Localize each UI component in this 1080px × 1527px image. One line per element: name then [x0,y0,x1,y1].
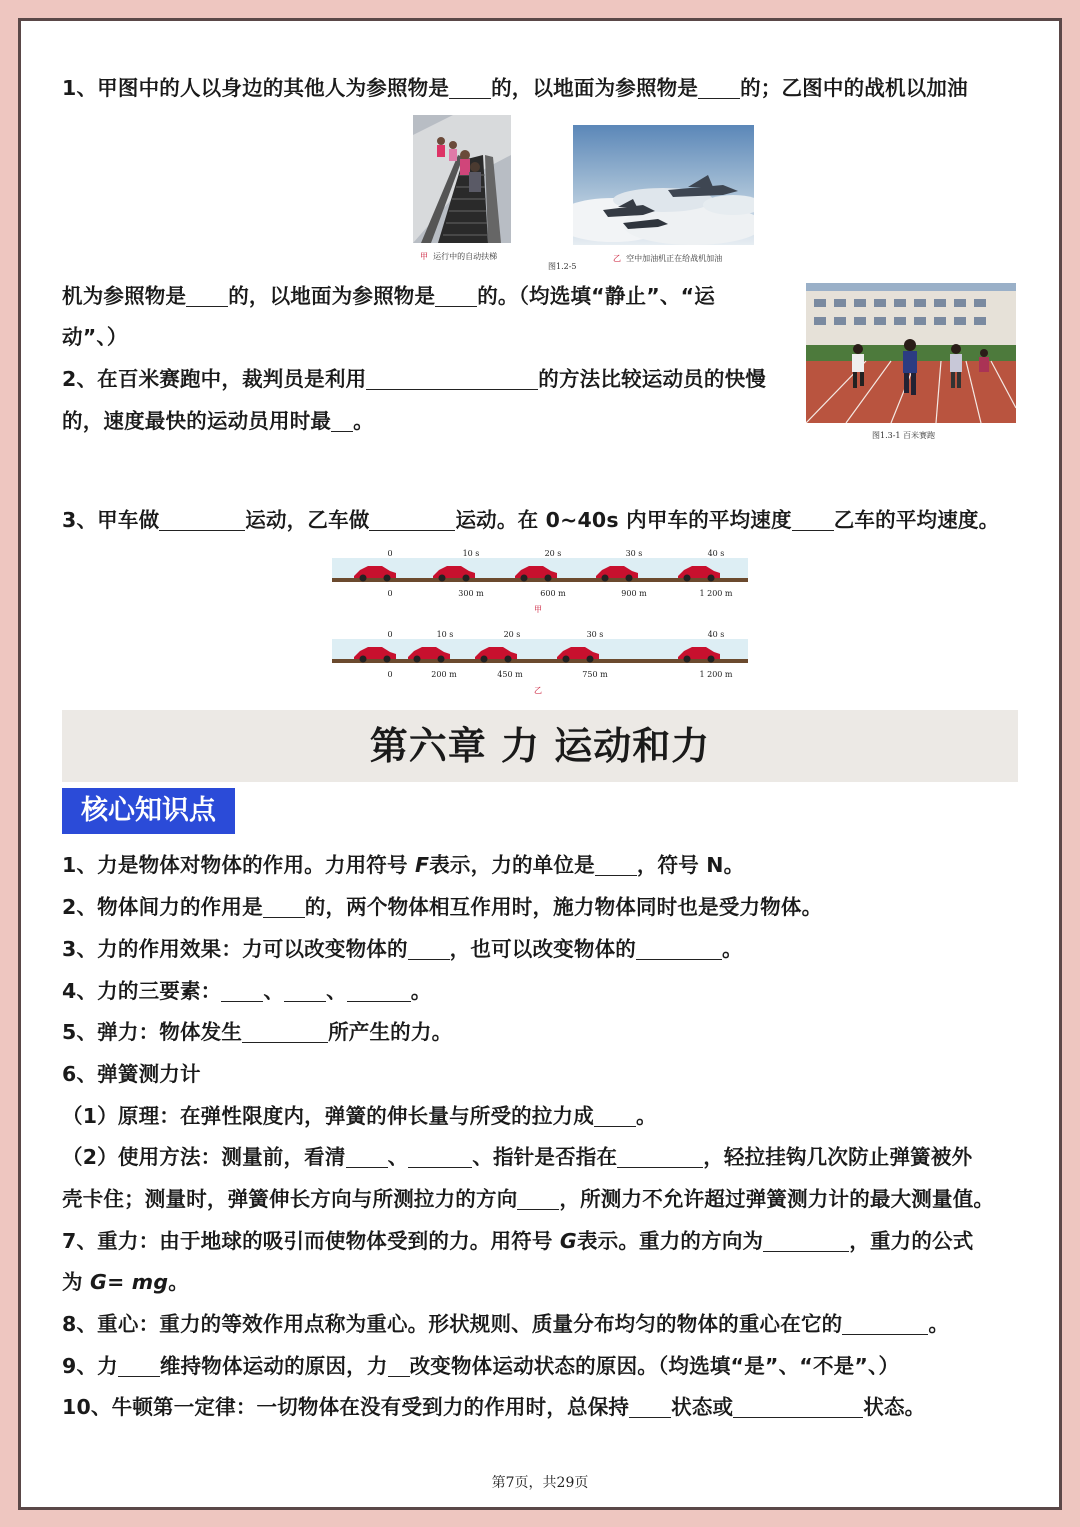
text: 2、物体间力的作用是 [62,895,263,919]
blank[interactable] [242,1024,328,1043]
blank[interactable] [698,80,740,99]
blank[interactable] [408,1149,472,1168]
text: 2、在百米赛跑中，裁判员是利用 [62,367,367,391]
text: 5、弹力：物体发生 [62,1020,243,1044]
text: 状态。 [863,1395,926,1419]
caption-text: 空中加油机正在给战机加油 [626,254,723,263]
dist-label: 900 m [621,589,647,598]
gravity-formula: G= mg [90,1270,169,1294]
text: 表示，力的单位是 [429,853,595,877]
point-2 [62,893,822,921]
blank[interactable] [733,1399,863,1418]
text: 运动。在 0~40s 内甲车的平均速度 [455,508,792,532]
point-6-2 [62,1143,972,1171]
blank[interactable] [284,983,326,1002]
blank[interactable] [842,1316,928,1335]
dist-label: 1 200 m [699,670,733,679]
dist-label: 300 m [458,589,484,598]
text: 乙车的平均速度。 [833,508,1000,532]
text: 、 [326,979,347,1003]
text: 。 [168,1270,189,1294]
caption-label: 乙 [613,254,621,263]
blank[interactable] [331,413,353,432]
blank[interactable] [221,983,263,1002]
track-label: 甲 [534,605,542,614]
text: 、 [263,979,285,1003]
text: 、指针是否指在 [472,1145,618,1169]
dist-label: 200 m [431,670,457,679]
text: ，符号 N。 [636,853,745,877]
text: 1、甲图中的人以身边的其他人为参照物是 [62,76,450,100]
escalator-photo [413,115,511,243]
text: 8、重心：重力的等效作用点称为重心。形状规则、质量分布均匀的物体的重心在它的 [62,1312,843,1336]
caption-fig: 图1.2-5 [548,262,577,271]
text: ，轻拉挂钩几次防止弹簧被外 [703,1145,973,1169]
text: 为 [62,1270,91,1294]
blank[interactable] [449,80,491,99]
time-label: 0 [387,630,393,639]
blank[interactable] [435,288,477,307]
car-track-yi [332,629,748,699]
text: 的；乙图中的战机以加油 [740,76,968,100]
core-knowledge-label: 核心知识点 [62,788,235,834]
text: 壳卡住；测量时，弹簧伸长方向与所测拉力的方向 [62,1187,518,1211]
text: 机为参照物是 [62,284,187,308]
text: （2）使用方法：测量前，看清 [62,1145,346,1169]
dist-label: 600 m [540,589,566,598]
blank[interactable] [408,941,450,960]
text: ，重力的公式 [849,1229,974,1253]
text: 1、力是物体对物体的作用。力用符号 [62,853,415,877]
point-3 [62,935,743,963]
blank[interactable] [388,1358,410,1377]
text: 改变物体运动状态的原因。（均选填“是”、“不是”、） [409,1354,900,1378]
blank[interactable] [636,941,722,960]
text: （1）原理：在弹性限度内，弹簧的伸长量与所受的拉力成 [62,1104,594,1128]
dist-label: 450 m [497,670,523,679]
blank[interactable] [159,512,245,531]
blank[interactable] [263,899,305,918]
point-10 [62,1393,925,1421]
text: 、 [387,1145,409,1169]
blank[interactable] [369,512,455,531]
blank[interactable] [186,288,228,307]
blank[interactable] [629,1399,671,1418]
symbol-g: G [559,1229,577,1253]
q1-line3: 动”、） [62,325,128,349]
point-6-1 [62,1102,657,1130]
text: 3、力的作用效果：力可以改变物体的 [62,937,408,961]
blank[interactable] [617,1149,703,1168]
text: 7、重力：由于地球的吸引而使物体受到的力。用符号 [62,1229,560,1253]
dist-label: 0 [387,589,393,598]
sprint-photo [806,283,1016,423]
time-label: 30 s [625,549,643,558]
chapter-title: 第六章 力 运动和力 [62,710,1018,782]
text: 的，两个物体相互作用时，施力物体同时也是受力物体。 [304,895,823,919]
blank[interactable] [595,857,637,876]
q1-line1 [62,74,968,102]
text: ，所测力不允许超过弹簧测力计的最大测量值。 [559,1187,995,1211]
caption-label: 甲 [420,252,428,261]
text: 的。（均选填“静止”、“运 [477,284,715,308]
q1-line2 [62,282,715,310]
point-7-cont [62,1268,189,1296]
time-label: 40 s [707,549,725,558]
point-9 [62,1352,899,1380]
text: 运动，乙车做 [245,508,370,532]
caption-yi [613,253,722,264]
car-track-jia [332,548,748,618]
time-label: 30 s [586,630,604,639]
blank[interactable] [792,512,834,531]
text: 表示。重力的方向为 [576,1229,764,1253]
track-label: 乙 [534,686,542,695]
text: 4、力的三要素： [62,979,222,1003]
point-4 [62,977,431,1005]
text: 。 [721,937,743,961]
text: 10、牛顿第一定律：一切物体在没有受到力的作用时，总保持 [62,1395,630,1419]
q2-line1 [62,365,766,393]
text: 的，速度最快的运动员用时最 [62,409,332,433]
text: 。 [353,409,374,433]
time-label: 10 s [462,549,480,558]
dist-label: 1 200 m [699,589,733,598]
point-5 [62,1018,452,1046]
text: 。 [410,979,432,1003]
time-label: 20 s [544,549,562,558]
text: 3、甲车做 [62,508,160,532]
blank[interactable] [763,1233,849,1252]
text: 维持物体运动的原因，力 [159,1354,388,1378]
dist-label: 0 [387,670,393,679]
blank[interactable] [366,371,538,390]
text: 状态或 [671,1395,734,1419]
point-6: 6、弹簧测力计 [62,1062,201,1086]
dist-label: 750 m [582,670,608,679]
text: 的，以地面为参照物是 [491,76,699,100]
time-label: 40 s [707,630,725,639]
point-1 [62,851,744,879]
text: 的方法比较运动员的快慢 [538,367,766,391]
time-label: 0 [387,549,393,558]
text: ，也可以改变物体的 [449,937,636,961]
text: 所产生的力。 [328,1020,453,1044]
caption-text: 运行中的自动扶梯 [433,252,498,261]
q2-line2 [62,407,374,435]
blank[interactable] [517,1191,559,1210]
symbol-f: F [415,853,430,877]
point-6-2-cont [62,1185,994,1213]
page-footer: 第7页，共29页 [491,1475,589,1491]
text: 的，以地面为参照物是 [228,284,436,308]
blank[interactable] [594,1108,636,1127]
text: 9、力 [62,1354,118,1378]
caption-jia [420,251,497,262]
q3-line [62,506,999,534]
blank[interactable] [118,1358,160,1377]
caption-sprint: 图1.3-1 百米赛跑 [872,431,936,440]
text: 。 [635,1104,657,1128]
time-label: 10 s [436,630,454,639]
text: 。 [928,1312,950,1336]
time-label: 20 s [503,630,521,639]
point-8 [62,1310,949,1338]
refueling-photo [573,125,754,245]
blank[interactable] [346,1149,388,1168]
blank[interactable] [347,983,411,1002]
point-7 [62,1227,973,1255]
